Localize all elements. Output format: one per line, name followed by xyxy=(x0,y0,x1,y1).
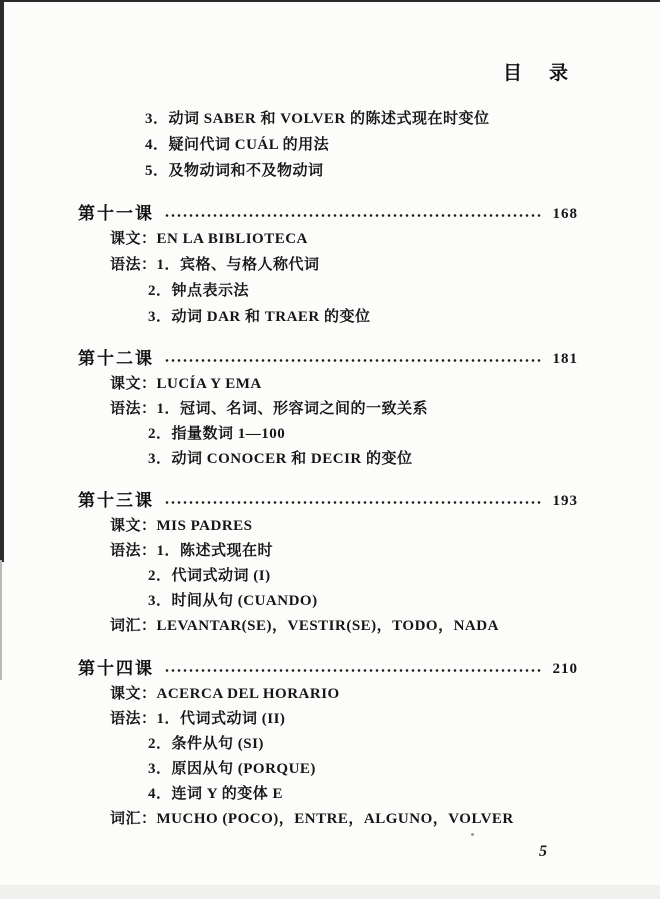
toc-line xyxy=(110,516,253,537)
row-label: 语法： xyxy=(110,543,157,559)
row-text: 1．代词式动词 (II) xyxy=(156,711,286,727)
row-text: LEVANTAR(SE)，VESTIR(SE)，TODO，NADA xyxy=(156,618,499,634)
scan-speck xyxy=(471,833,474,836)
row-label: 词汇： xyxy=(110,618,157,634)
toc-line xyxy=(110,809,514,830)
toc-line xyxy=(110,424,285,445)
lesson-11-heading xyxy=(78,203,578,225)
toc-line: 5．及物动词和不及物动词 xyxy=(145,163,324,179)
toc-line: 3．动词 SABER 和 VOLVER 的陈述式现在时变位 xyxy=(145,111,490,127)
row-text: MIS PADRES xyxy=(156,518,253,534)
lesson-13-heading xyxy=(78,490,578,512)
row-text: 1．冠词、名词、形容词之间的一致关系 xyxy=(156,401,429,417)
toc-line xyxy=(110,684,340,705)
row-text: MUCHO (POCO)，ENTRE，ALGUNO，VOLVER xyxy=(156,811,514,827)
row-label: 语法： xyxy=(110,711,157,727)
scan-edge-top xyxy=(0,0,660,2)
folio-page-number: 5 xyxy=(539,843,547,860)
row-text: LUCÍA Y EMA xyxy=(156,376,262,392)
toc-line xyxy=(110,541,273,562)
page-ref: 210 xyxy=(552,661,578,677)
toc-line: 4．疑问代词 CUÁL 的用法 xyxy=(145,137,330,153)
toc-header: 目 录 xyxy=(503,63,573,84)
row-text: 3．原因从句 (PORQUE) xyxy=(148,761,316,777)
lesson-title: 第十二课 xyxy=(78,349,154,368)
row-text: ACERCA DEL HORARIO xyxy=(156,686,340,702)
page-ref: 193 xyxy=(552,493,578,509)
page-ref: 168 xyxy=(552,206,578,222)
toc-line xyxy=(110,566,271,587)
toc-line xyxy=(110,399,428,420)
dot-leader xyxy=(164,214,543,217)
row-text: 2．钟点表示法 xyxy=(148,283,250,299)
row-label: 课文： xyxy=(110,518,157,534)
lesson-title: 第十一课 xyxy=(78,204,154,223)
row-text: 4．连词 Y 的变体 E xyxy=(148,786,284,802)
lesson-title: 第十四课 xyxy=(78,659,154,678)
row-text: 1．宾格、与格人称代词 xyxy=(156,257,320,273)
row-label: 语法： xyxy=(110,401,157,417)
row-text: 2．条件从句 (SI) xyxy=(148,736,264,752)
toc-line xyxy=(110,759,316,780)
dot-leader xyxy=(164,359,543,362)
row-text: 3．动词 CONOCER 和 DECIR 的变位 xyxy=(148,451,413,467)
toc-line xyxy=(110,784,283,805)
row-label: 课文： xyxy=(110,231,157,247)
row-text: 3．时间从句 (CUANDO) xyxy=(148,593,318,609)
row-text: 2．指量数词 1—100 xyxy=(148,426,286,442)
scan-edge-left-faint xyxy=(0,560,2,680)
dot-leader xyxy=(164,501,543,504)
toc-line xyxy=(110,709,285,730)
row-label: 词汇： xyxy=(110,811,157,827)
toc-line xyxy=(110,734,264,755)
toc-line xyxy=(110,281,249,302)
toc-line xyxy=(110,374,262,395)
lesson-title: 第十三课 xyxy=(78,491,154,510)
page-ref: 181 xyxy=(552,351,578,367)
row-text: 3．动词 DAR 和 TRAER 的变位 xyxy=(148,309,371,325)
toc-line xyxy=(110,591,318,612)
toc-line xyxy=(110,616,499,637)
dot-leader xyxy=(164,669,543,672)
scan-bottom-shade xyxy=(0,885,660,899)
scan-edge-left xyxy=(0,0,4,562)
row-text: 2．代词式动词 (I) xyxy=(148,568,271,584)
row-label: 课文： xyxy=(110,376,157,392)
row-label: 课文： xyxy=(110,686,157,702)
row-text: 1．陈述式现在时 xyxy=(156,543,274,559)
row-text: EN LA BIBLIOTECA xyxy=(156,231,308,247)
toc-line xyxy=(110,307,371,328)
lesson-12-heading xyxy=(78,348,578,370)
toc-line xyxy=(110,229,308,250)
toc-line xyxy=(110,255,320,276)
toc-line xyxy=(110,449,413,470)
lesson-14-heading xyxy=(78,658,578,680)
row-label: 语法： xyxy=(110,257,157,273)
